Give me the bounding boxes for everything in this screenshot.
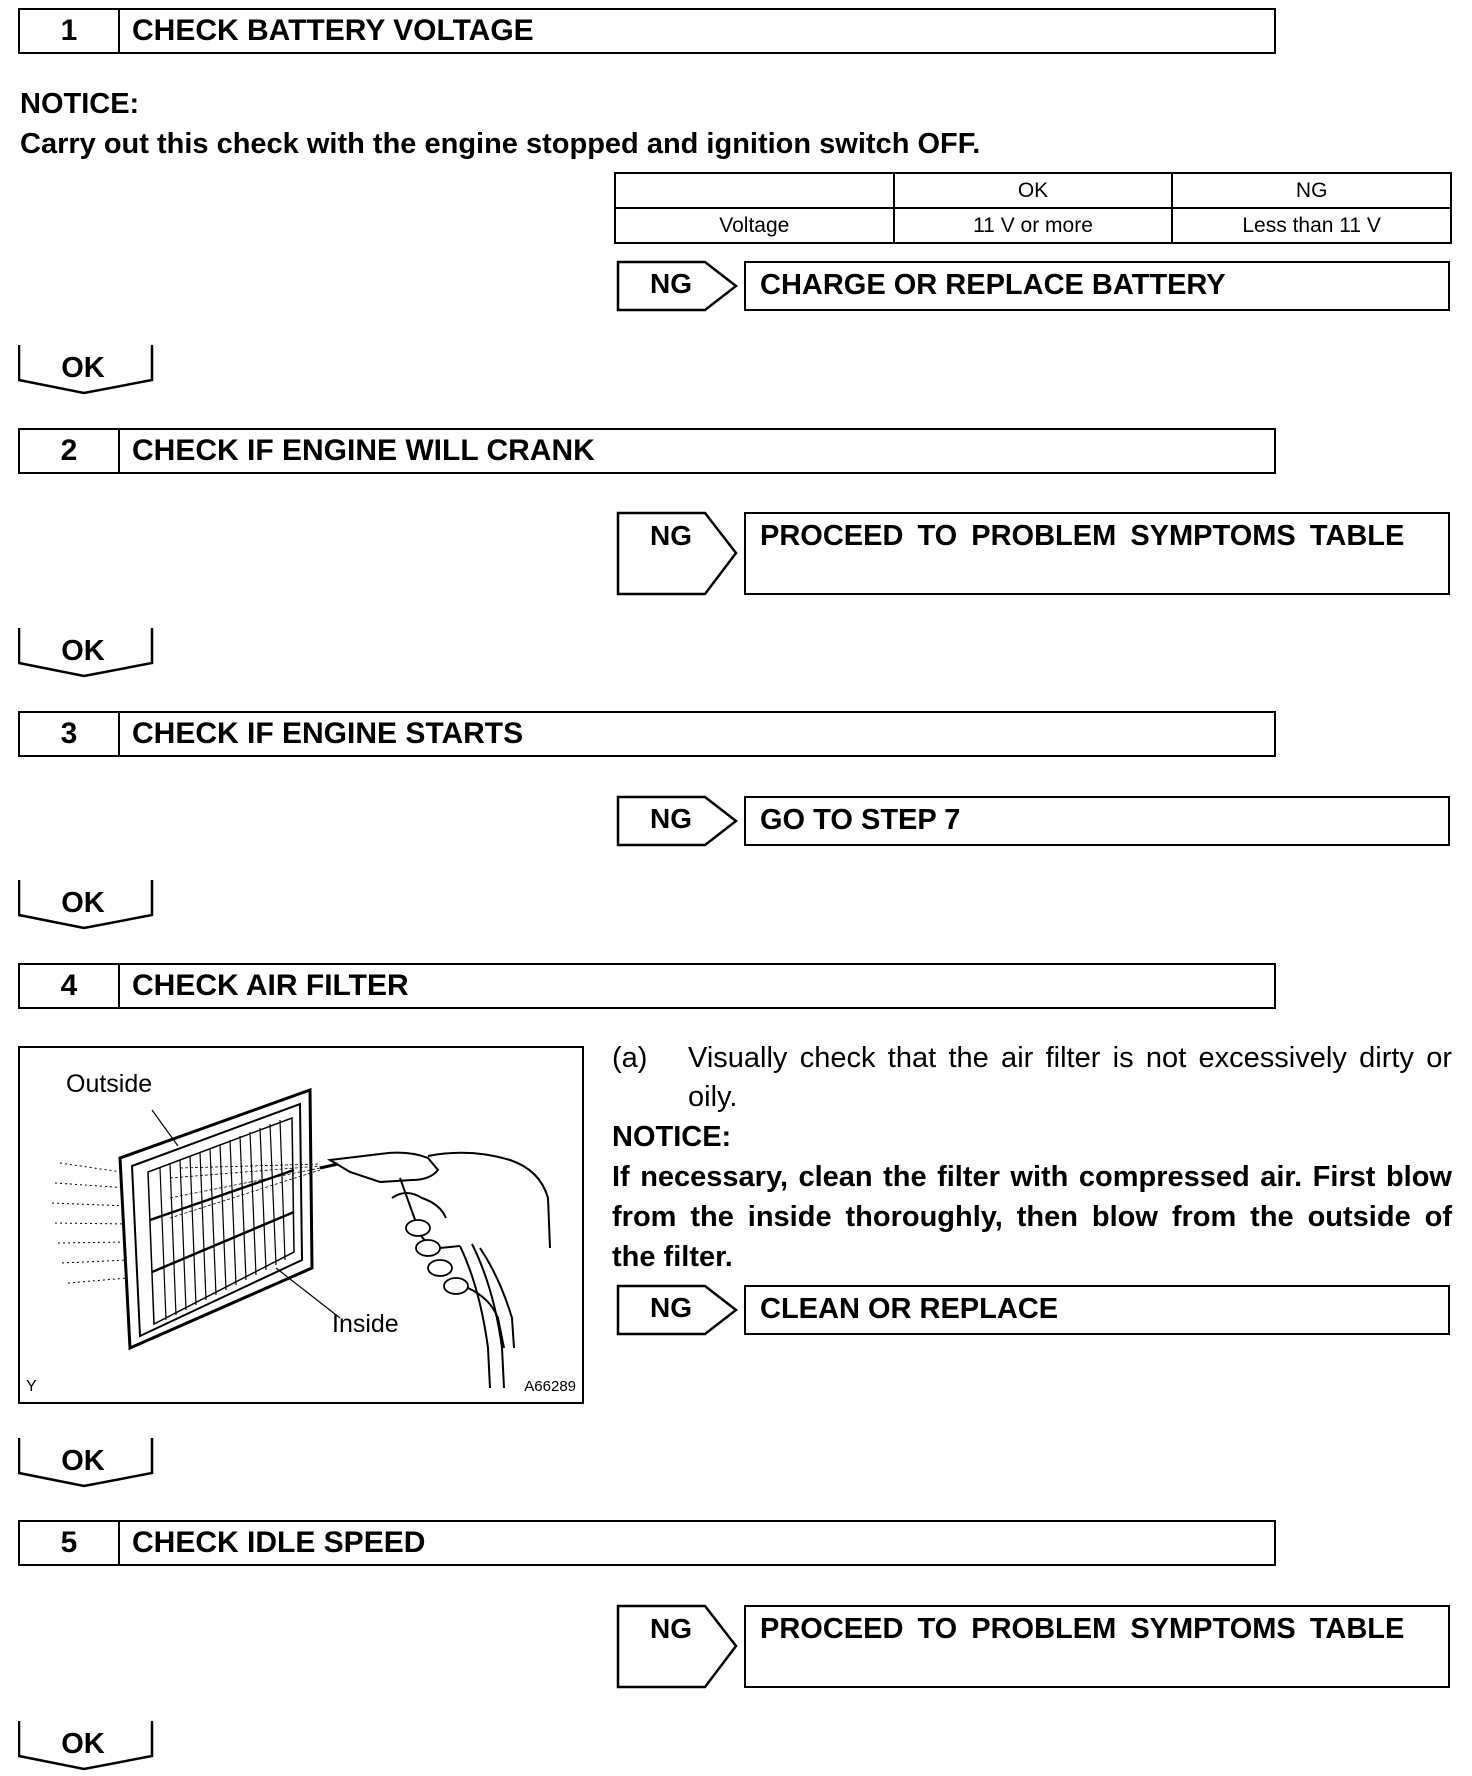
ng-arrow (617, 1285, 737, 1335)
ok-label: OK (61, 1728, 105, 1760)
notice-line-1: If necessary, clean the filter with compressed air. First blow (612, 1161, 1452, 1193)
ng-arrow (617, 796, 737, 846)
ng-label: NG (650, 268, 692, 299)
table-row (615, 208, 1451, 243)
step-4-header (18, 963, 1276, 1009)
item-text-line-2: oily. (688, 1081, 738, 1113)
ok-label: OK (61, 1445, 105, 1477)
inside-label: Inside (332, 1310, 399, 1338)
step-title: CHECK IDLE SPEED (132, 1526, 426, 1559)
air-filter-figure (18, 1046, 584, 1404)
outside-label: Outside (66, 1070, 153, 1098)
ng-arrow (617, 261, 737, 311)
step-title: CHECK IF ENGINE WILL CRANK (132, 434, 595, 467)
ok-badge (18, 344, 158, 396)
notice-label: NOTICE: (612, 1121, 732, 1153)
ok-badge (18, 1720, 158, 1772)
notice-label: NOTICE: (20, 88, 140, 120)
notice-line-2: from the inside thoroughly, then blow from the outside of (612, 1201, 1452, 1233)
item-text-line-1: Visually check that the air filter is not excessively dirty or (688, 1042, 1452, 1074)
table-cell: Less than 11 V (1172, 208, 1451, 243)
ok-label: OK (61, 635, 105, 667)
ng-label: NG (650, 803, 692, 834)
table-cell: OK (894, 173, 1173, 208)
ok-badge (18, 627, 158, 679)
ok-badge (18, 879, 158, 931)
result-box: CHARGE OR REPLACE BATTERY (744, 261, 1450, 311)
table-header-row (615, 173, 1451, 208)
step-title: CHECK AIR FILTER (132, 969, 409, 1002)
voltage-table (614, 172, 1452, 244)
result-box: PROCEED TO PROBLEM SYMPTOMS TABLE (744, 1605, 1450, 1688)
step-5-header (18, 1520, 1276, 1566)
ok-label: OK (61, 352, 105, 384)
notice-text: Carry out this check with the engine stopped and ignition switch OFF. (20, 128, 981, 160)
step-number: 4 (20, 965, 120, 1007)
ng-label: NG (650, 1613, 692, 1644)
ok-badge (18, 1437, 158, 1489)
air-filter-illustration (20, 1048, 581, 1401)
result-box: GO TO STEP 7 (744, 796, 1450, 846)
step-title: CHECK IF ENGINE STARTS (132, 717, 524, 750)
step-3-header (18, 711, 1276, 757)
table-cell: Voltage (615, 208, 894, 243)
step-number: 3 (20, 713, 120, 755)
step-number: 2 (20, 430, 120, 472)
step-2-header (18, 428, 1276, 474)
step-number: 5 (20, 1522, 120, 1564)
result-box: PROCEED TO PROBLEM SYMPTOMS TABLE (744, 512, 1450, 595)
step-title: CHECK BATTERY VOLTAGE (132, 14, 534, 47)
table-cell: 11 V or more (894, 208, 1173, 243)
table-cell: NG (1172, 173, 1451, 208)
item-label: (a) (612, 1042, 648, 1074)
ok-label: OK (61, 887, 105, 919)
step-number: 1 (20, 10, 120, 52)
notice-line-3: the filter. (612, 1241, 733, 1273)
result-box: CLEAN OR REPLACE (744, 1285, 1450, 1335)
ng-arrow (617, 1605, 737, 1688)
ng-label: NG (650, 520, 692, 551)
ng-arrow (617, 512, 737, 595)
ng-label: NG (650, 1292, 692, 1323)
figure-corner-mark: Y (26, 1378, 37, 1395)
figure-code: A66289 (524, 1378, 576, 1395)
step-1-header (18, 8, 1276, 54)
table-cell (615, 173, 894, 208)
